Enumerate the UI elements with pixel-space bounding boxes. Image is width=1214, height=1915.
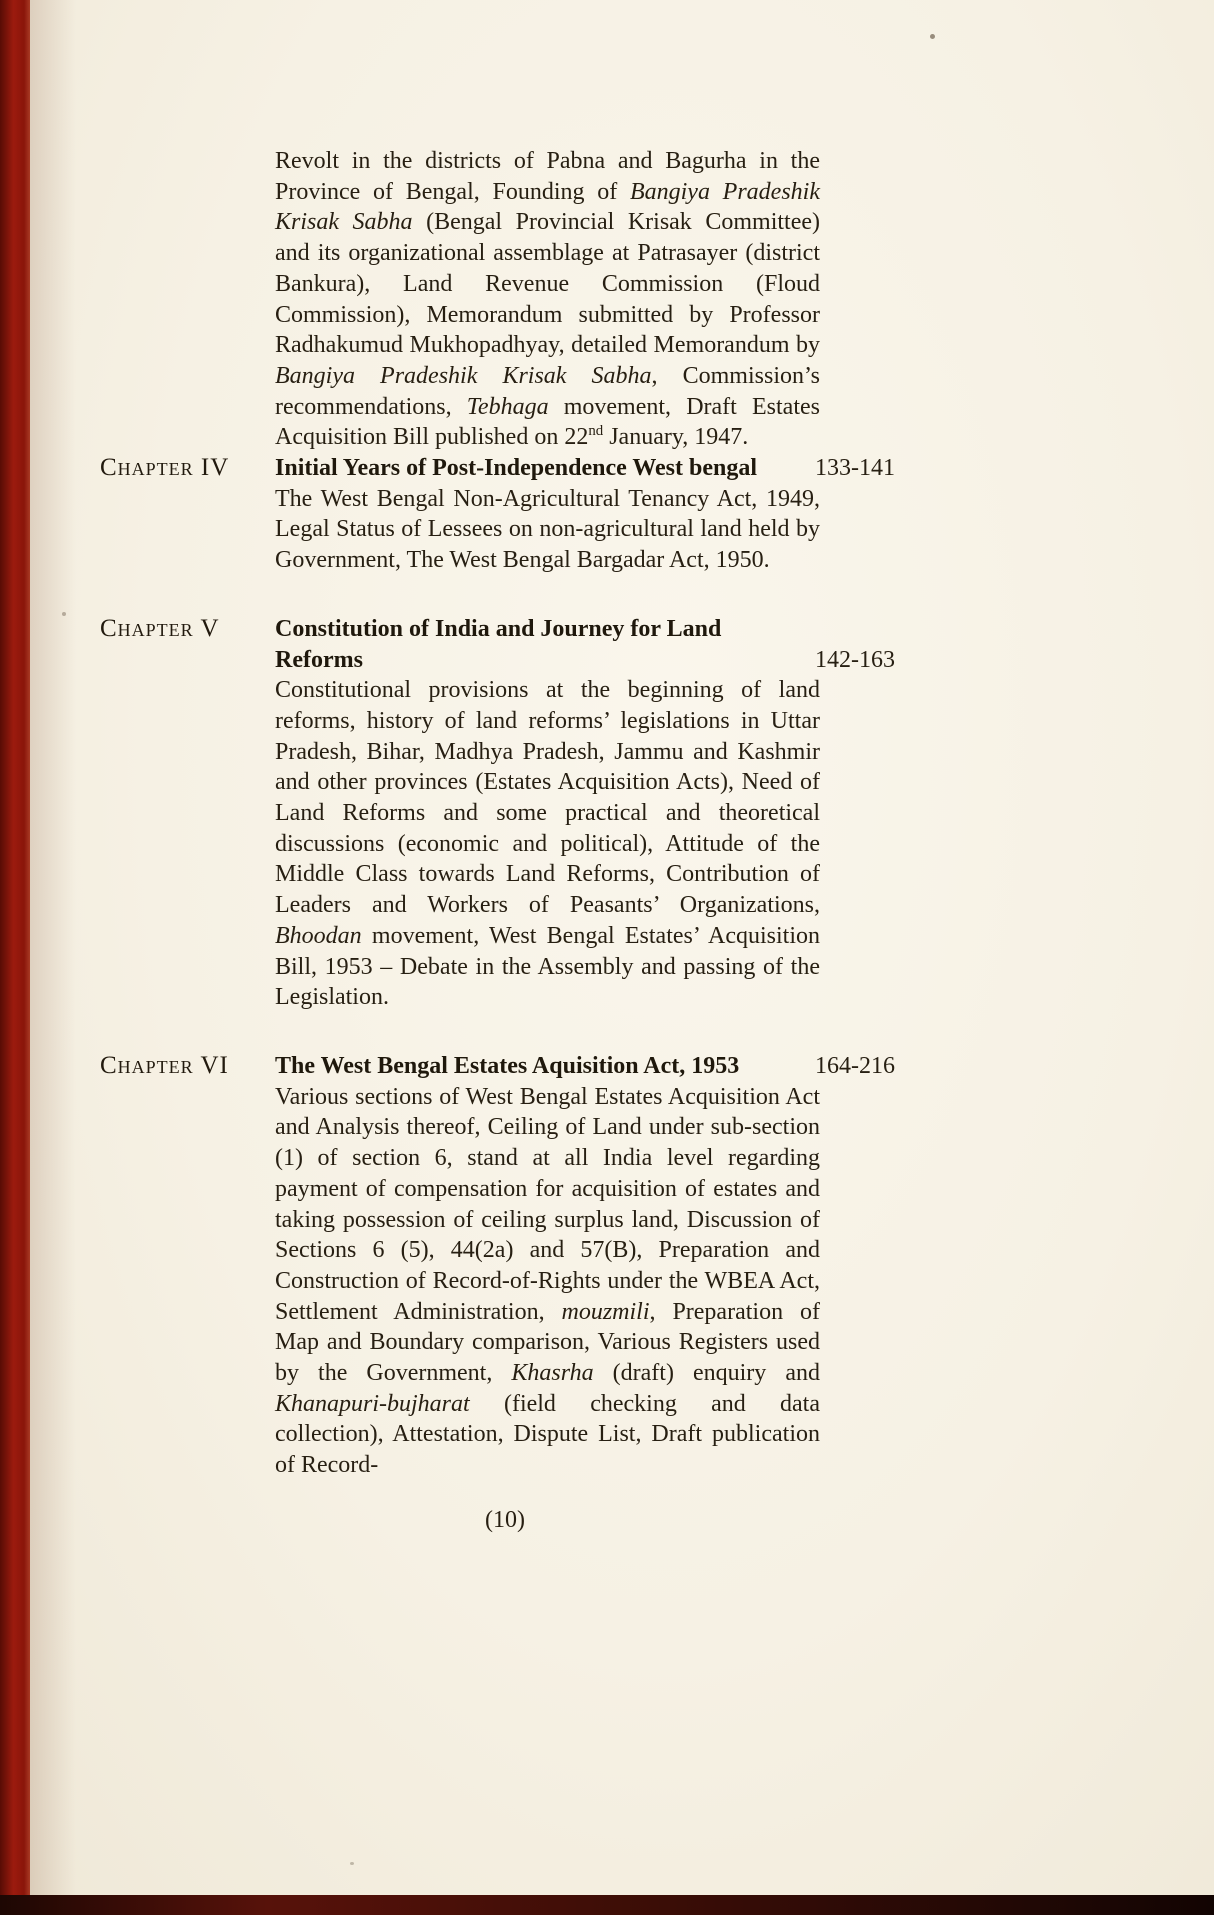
scan-speck bbox=[930, 34, 935, 39]
scan-speck bbox=[62, 612, 66, 616]
entry-title: The West Bengal Estates Aquisition Act, 1953 bbox=[275, 1052, 740, 1079]
toc-entry-chapter-5 bbox=[100, 614, 910, 1013]
entry-title: Constitution of India and Journey for Land Reforms bbox=[275, 615, 722, 673]
page-range: 164-216 bbox=[815, 1052, 895, 1079]
book-bottom-edge bbox=[0, 1895, 1214, 1915]
toc-entry-chapter-4 bbox=[100, 453, 910, 576]
entry-body bbox=[275, 1051, 910, 1481]
chapter-label: Chapter VI bbox=[100, 1051, 229, 1079]
entry-body bbox=[275, 453, 910, 576]
chapter-label: Chapter V bbox=[100, 614, 220, 642]
title-line bbox=[275, 453, 910, 484]
toc-entry-chapter-6 bbox=[100, 1051, 910, 1481]
scan-speck bbox=[350, 1862, 354, 1865]
book-spine-edge bbox=[0, 0, 30, 1915]
page-number: (10) bbox=[485, 1506, 525, 1533]
title-line bbox=[275, 1051, 910, 1082]
entry-description: Constitutional provisions at the beginning of land reforms, history of land reforms’ legislations in Uttar Pradesh, Bihar, Madhya Pradesh, Jammu and Kashmir and other provinces (Estates Acquisition Acts), Need of Land Reforms and some practical and theoretical discussions (economic and political), Attitude of the Middle Class towards Land Reforms, Contribution of Leaders and Workers of Peasants’ Organizations, Bhoodan movement, West Bengal Estates’ Acquisition Bill, 1953 – Debate in the Assembly and passing of the Legislation. bbox=[275, 677, 820, 1011]
entry-description: Various sections of West Bengal Estates Acquisition Act and Analysis thereof, Ceiling of Land under sub-section (1) of section 6, stand at all India level regarding payment of compensation for acquisition of estates and taking possession of ceiling surplus land, Discussion of Sections 6 (5), 44(2a) and 57(B), Preparation and Construction of Record-of-Rights under the WBEA Act, Settlement Administration, mouzmili, Preparation of Map and Boundary comparison, Various Registers used by the Government, Khasrha (draft) enquiry and Khanapuri-bujharat (field checking and data collection), Attestation, Dispute List, Draft publication of Record- bbox=[275, 1083, 820, 1479]
chapter-3-description-continuation: Revolt in the districts of Pabna and Bagurha in the Province of Bengal, Founding of Bangiya Pradeshik Krisak Sabha (Bengal Provincial Krisak Committee) and its organizational assemblage at Patrasayer (district Bankura), Land Revenue Commission (Floud Commission), Memorandum submitted by Professor Radhakumud Mukhopadhyay, detailed Memorandum by Bangiya Pradeshik Krisak Sabha, Commission’s recommendations, Tebhaga movement, Draft Estates Acquisition Bill published on 22nd January, 1947. bbox=[275, 148, 820, 451]
entry-title: Initial Years of Post-Independence West bengal bbox=[275, 455, 758, 482]
page-range: 133-141 bbox=[815, 455, 895, 482]
entry-body bbox=[275, 614, 910, 1013]
spine-shadow bbox=[30, 0, 76, 1915]
page-range: 142-163 bbox=[815, 646, 895, 673]
title-line bbox=[275, 614, 910, 675]
table-of-contents bbox=[100, 146, 910, 1534]
chapter-label: Chapter IV bbox=[100, 454, 230, 482]
entry-description: The West Bengal Non-Agricultural Tenancy Act, 1949, Legal Status of Lessees on non-agricultural land held by Government, The West Bengal Bargadar Act, 1950. bbox=[275, 485, 820, 574]
